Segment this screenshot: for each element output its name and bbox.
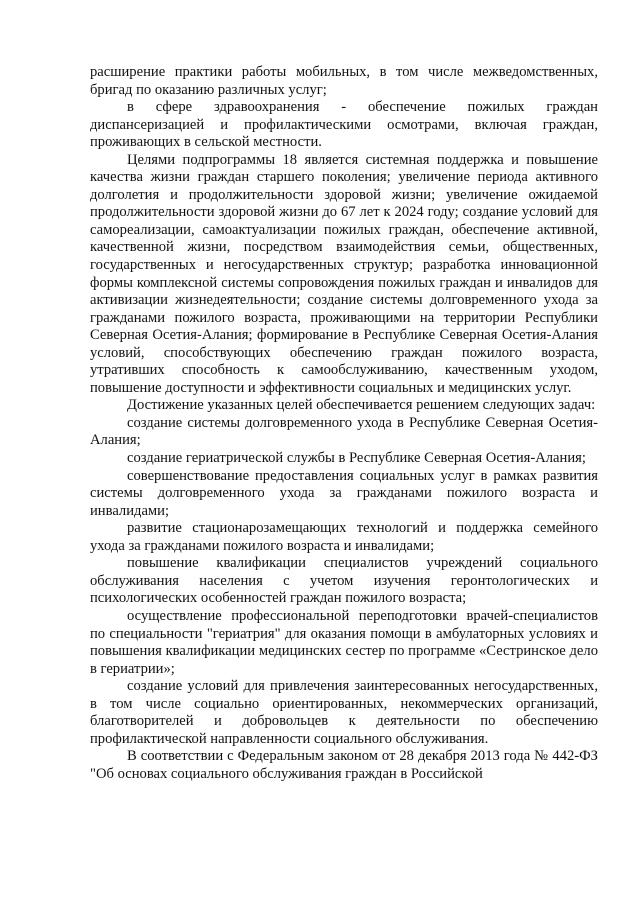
paragraph-tasks-intro: Достижение указанных целей обеспечивается решением следующих задач: <box>127 397 596 414</box>
paragraph-task-inpatient-replacement: развитие стационарозамещающих технологий и поддержка семейного ухода за гражданами пожилого возраста и инвалидами; <box>90 520 598 554</box>
paragraph-task-retraining: осуществление профессиональной переподготовки врачей-специалистов по специальности "гериатрия" для оказания помощи в амбулаторных условиях и повышения квалификации медицинских сестер по программе «Сестринское дело в гериатрии»; <box>90 607 598 677</box>
paragraph-task-long-term-care: создание системы долговременного ухода в Республике Северная Осетия-Алания; <box>90 414 598 449</box>
paragraph-federal-law: В соответствии с Федеральным законом от 28 декабря 2013 года № 442-ФЗ "Об основах социального обслуживания граждан в Российской <box>90 748 598 782</box>
paragraph-healthcare: в сфере здравоохранения - обеспечение пожилых граждан диспансеризацией и профилактическими осмотрами, включая граждан, проживающих в сельской местности. <box>90 99 598 151</box>
paragraph-task-qualification: повышение квалификации специалистов учреждений социального обслуживания населения с учетом изучения геронтологических и психологических особенностей граждан пожилого возраста; <box>90 555 598 607</box>
document-page <box>90 64 598 783</box>
paragraph-mobile-brigades: расширение практики работы мобильных, в том числе межведомственных, бригад по оказанию различных услуг; <box>90 64 598 98</box>
paragraph-task-ngo-involvement: создание условий для привлечения заинтересованных негосударственных, в том числе социально ориентированных, некоммерческих организаций, благотворителей и добровольцев к деятельности по обеспечению профилактической направленности социального обслуживания. <box>90 678 598 747</box>
paragraph-subprogram-goals: Целями подпрограммы 18 является системная поддержка и повышение качества жизни граждан старшего поколения; увеличение периода активного долголетия и продолжительности здоровой жизни; увеличение ожидаемой продолжительности здоровой жизни до 67 лет к 2024 году; создание условий для самореализации, самоактуализации пожилых граждан, обеспечение активной, качественной жизни, посредством взаимодействия семьи, общественных, государственных и негосударственных структур; разработка инновационной формы комплексной системы сопровождения пожилых граждан и инвалидов для активизации жизнедеятельности; создание системы долговременного ухода за гражданами пожилого возраста, проживающими на территории Республики Северная Осетия-Алания; формирование в Республике Северная Осетия-Алания условий, способствующих обеспечению граждан пожилого возраста, утративших способность к самообслуживанию, качественным уходом, повышение доступности и эффективности социальных и медицинских услуг. <box>90 151 598 396</box>
paragraph-task-geriatric-service: создание гериатрической службы в Республике Северная Осетия-Алания; <box>127 450 586 467</box>
paragraph-task-social-services: совершенствование предоставления социальных услуг в рамках развития системы долговременного ухода за гражданами пожилого возраста и инвалидами; <box>90 467 598 519</box>
